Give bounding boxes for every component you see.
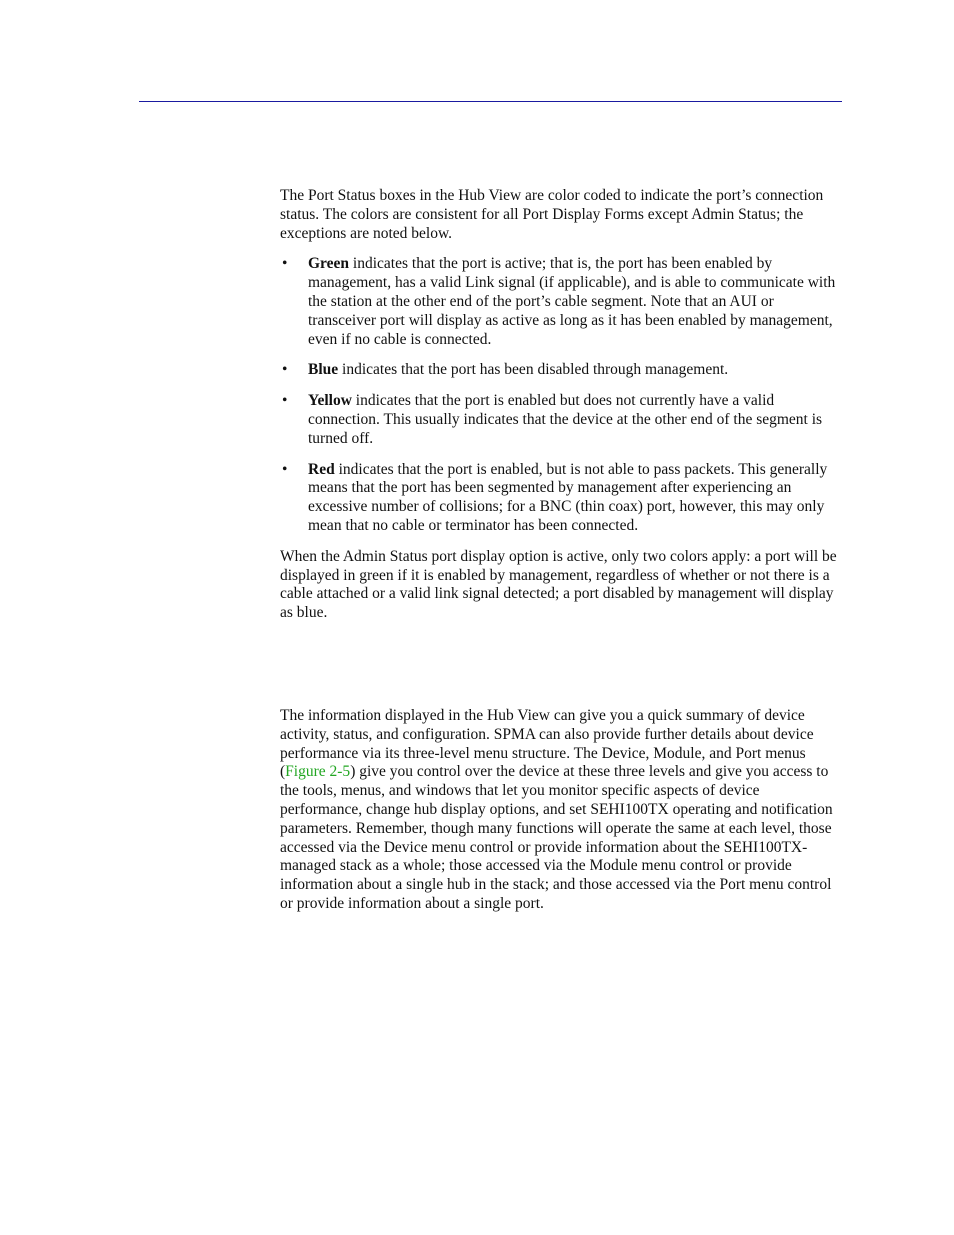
term-yellow: Yellow (308, 392, 352, 410)
list-item-red (280, 461, 845, 536)
menu-text-before: The information displayed in the Hub View can give you a quick summary of device activity, status, and configuration. SPMA can also provide further details about device performance via its three-level menu structure. The Device, Module, and Port menus ( (280, 707, 814, 781)
header-rule (139, 101, 842, 102)
term-red: Red (308, 460, 335, 478)
bullet-icon: • (282, 460, 288, 478)
list-item-yellow (280, 392, 845, 448)
desc-yellow: indicates that the port is enabled but does not currently have a valid connection. This usually indicates that the device at the other end of the segment is turned off. (308, 392, 823, 447)
list-item-green (280, 255, 845, 349)
desc-green: indicates that the port is active; that is, the port has been enabled by management, has a valid Link signal (if applicable), and is able to communicate with the station at the other end of the port’s cable segment. Note that an AUI or transceiver port will display as active as long as it has been enabled by management, even if no cable is connected. (308, 255, 836, 348)
menu-text-after: ) give you control over the device at these three levels and give you access to the tools, menus, and windows that let you monitor specific aspects of device performance, change hub display options, and set SEHI100TX operating and notification parameters. Remember, though many functions will operate the same at each level, those accessed via the Device menu control or provide information about the SEHI100TX-managed stack as a whole; those accessed via the Module menu control or provide information about a single hub in the stack; and those accessed via the Port menu control or provide information about a single port. (280, 763, 833, 912)
list-item-blue (280, 361, 845, 380)
port-status-intro: The Port Status boxes in the Hub View are color coded to indicate the port’s connection status. The colors are consistent for all Port Display Forms except Admin Status; the exceptions are noted below. (280, 187, 824, 242)
bullet-icon: • (282, 361, 288, 379)
figure-link[interactable]: Figure 2-5 (285, 763, 351, 781)
bullet-icon: • (282, 392, 288, 410)
term-blue: Blue (308, 361, 339, 379)
color-list (280, 255, 845, 535)
term-green: Green (308, 255, 350, 273)
menu-structure-section (280, 707, 845, 914)
admin-status-paragraph: When the Admin Status port display option is active, only two colors apply: a port will be displayed in green if it is enabled by management, regardless of whether or not there is a cable attached or a valid link signal detected; a port disabled by management will display as blue. (280, 547, 837, 622)
port-status-section (280, 187, 845, 623)
desc-red: indicates that the port is enabled, but is not able to pass packets. This generally means that the port has been segmented by management after experiencing an excessive number of collisions; for a BNC (thin coax) port, however, this may only mean that no cable or terminator has been connected. (308, 460, 828, 534)
menu-structure-paragraph (280, 707, 845, 914)
desc-blue: indicates that the port has been disabled through management. (338, 361, 729, 379)
bullet-icon: • (282, 255, 288, 273)
